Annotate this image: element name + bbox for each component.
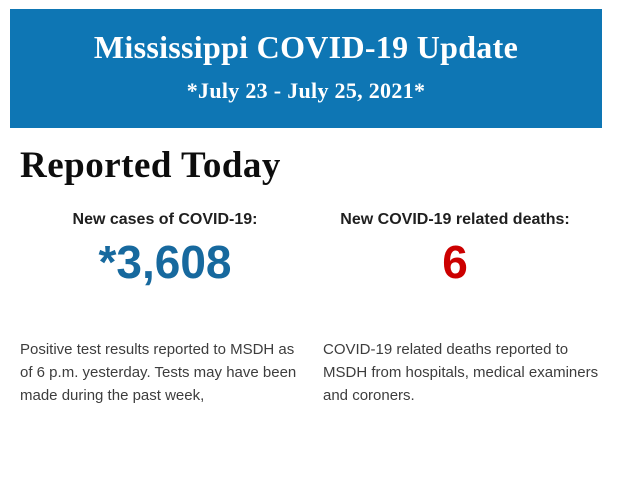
stats-row bbox=[0, 211, 620, 288]
stat-new-deaths bbox=[310, 211, 600, 288]
new-cases-description: Positive test results reported to MSDH as of 6 p.m. yesterday. Tests may have been made during the past week, bbox=[20, 340, 297, 404]
banner bbox=[10, 9, 602, 128]
new-deaths-value: 6 bbox=[442, 236, 468, 288]
section-heading: Reported Today bbox=[20, 145, 281, 186]
banner-date-range: *July 23 - July 25, 2021* bbox=[186, 78, 426, 103]
new-cases-label: New cases of COVID-19: bbox=[72, 211, 258, 228]
banner-title: Mississippi COVID-19 Update bbox=[93, 29, 519, 65]
new-deaths-label: New COVID-19 related deaths: bbox=[340, 211, 570, 228]
new-deaths-description: COVID-19 related deaths reported to MSDH from hospitals, medical examiners and coroners. bbox=[323, 340, 599, 404]
newsletter-card bbox=[0, 9, 620, 492]
stat-new-cases bbox=[20, 211, 310, 288]
descriptions-row bbox=[0, 338, 620, 407]
new-cases-value: *3,608 bbox=[98, 236, 232, 288]
